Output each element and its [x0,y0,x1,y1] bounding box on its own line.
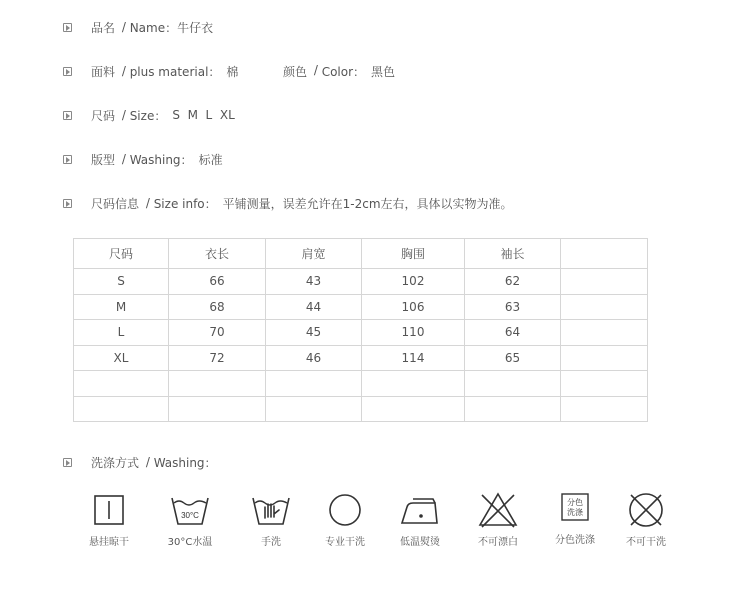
table-cell: 62 [465,269,561,295]
color-value: 黑色 [371,64,396,79]
size-table [73,238,648,422]
table-row [74,396,648,422]
care-item-no-tumble-dry [606,490,686,548]
color-label-cn: 颜色 [283,64,308,79]
care-item-separate-wash [535,490,615,546]
header-cell: 袖长 [465,239,561,269]
care-label: 手洗 [261,537,281,548]
table-cell [561,269,648,295]
table-cell: 110 [362,320,465,346]
table-row [74,371,648,397]
material-label-en: plus material： [129,64,221,79]
bullet-icon [63,23,72,32]
bullet-icon [63,67,72,76]
care-item-wash-30 [150,490,230,548]
care-label: 专业干洗 [325,537,365,548]
table-cell [465,396,561,422]
care-label: 低温熨烫 [400,537,440,548]
bullet-icon [63,155,72,164]
table-cell [561,345,648,371]
info-row-washing: 洗涤方式 / Washing： [63,452,217,472]
table-cell: XL [74,345,169,371]
table-cell [362,371,465,397]
table-cell [74,396,169,422]
care-label: 30°C水温 [167,537,213,548]
size-info-label-en: Size info： [153,196,217,211]
header-cell: 衣长 [169,239,266,269]
table-cell [266,371,362,397]
table-cell [561,396,648,422]
table-cell: 45 [266,320,362,346]
care-label: 悬挂晾干 [89,537,129,548]
size-label-cn: 尺码 [91,108,116,123]
name-label-cn: 品名 [91,20,116,35]
table-cell [362,396,465,422]
care-label: 不可干洗 [626,537,666,548]
no-tumble-dry-icon [626,490,666,530]
care-item-iron-low [380,490,460,548]
table-cell [74,371,169,397]
info-row-size: 尺码 / Size： S M L XL [63,105,235,125]
table-row [74,294,648,320]
size-info-value: 平铺测量，误差允许在1-2cm左右，具体以实物为准。 [222,196,513,211]
size-info-label-cn: 尺码信息 [91,196,140,211]
table-cell: M [74,294,169,320]
table-cell: 65 [465,345,561,371]
bullet-icon [63,458,72,467]
table-cell: 44 [266,294,362,320]
header-cell: 胸围 [362,239,465,269]
table-cell [169,371,266,397]
table-cell: 72 [169,345,266,371]
washing-label-en: Washing： [153,455,217,470]
no-bleach-icon [477,490,519,530]
fit-value: 标准 [198,152,223,167]
separate-wash-icon [558,490,592,524]
table-cell: 102 [362,269,465,295]
separate-wash-text-2: 洗涤 [567,508,583,517]
fit-label-en: Washing： [129,152,193,167]
washing-label-cn: 洗涤方式 [91,455,140,470]
table-cell [561,320,648,346]
table-cell: 63 [465,294,561,320]
table-cell [561,294,648,320]
table-cell: 46 [266,345,362,371]
material-value: 棉 [226,64,239,79]
header-cell: 尺码 [74,239,169,269]
info-row-fit: 版型 / Washing： 标准 [63,149,223,169]
wash-30-icon [170,490,210,530]
name-value: 牛仔衣 [177,20,214,35]
iron-low-icon [399,490,441,530]
table-cell: 66 [169,269,266,295]
table-cell [561,371,648,397]
table-row [74,320,648,346]
color-group: 颜色 / Color： 黑色 [283,62,396,79]
color-label-en: Color： [321,64,366,79]
table-cell: 114 [362,345,465,371]
wash-temp-text: 30°C [181,511,199,520]
table-cell: S [74,269,169,295]
bullet-icon [63,199,72,208]
table-cell: 106 [362,294,465,320]
table-cell: 70 [169,320,266,346]
table-row [74,269,648,295]
table-cell [266,396,362,422]
table-cell: 43 [266,269,362,295]
info-row-name: 品名 / Name： 牛仔衣 [63,17,213,37]
table-cell: 68 [169,294,266,320]
fit-label-cn: 版型 [91,152,116,167]
table-header-row [74,239,648,269]
care-item-dry-clean [305,490,385,548]
info-row-material: 面料 / plus material： 棉 颜色 / Color： 黑色 [63,61,623,81]
dry-clean-icon [325,490,365,530]
hand-wash-icon [251,490,291,530]
table-row [74,345,648,371]
care-item-no-bleach [458,490,538,548]
name-label-en: Name： [129,20,178,35]
hang-dry-icon [92,490,126,530]
care-label: 分色洗涤 [555,535,595,546]
care-item-hang-dry [69,490,149,548]
table-cell: L [74,320,169,346]
header-cell [561,239,648,269]
table-cell [465,371,561,397]
info-row-size-info: 尺码信息 / Size info： 平铺测量，误差允许在1-2cm左右，具体以实物为准。 [63,193,513,213]
table-cell: 64 [465,320,561,346]
size-value: S M L XL [172,108,235,122]
size-label-en: Size： [129,108,167,123]
care-label: 不可漂白 [478,537,518,548]
bullet-icon [63,111,72,120]
material-label-cn: 面料 [91,64,116,79]
care-item-hand-wash [231,490,311,548]
table-cell [169,396,266,422]
header-cell: 肩宽 [266,239,362,269]
separate-wash-text-1: 分色 [567,498,583,507]
